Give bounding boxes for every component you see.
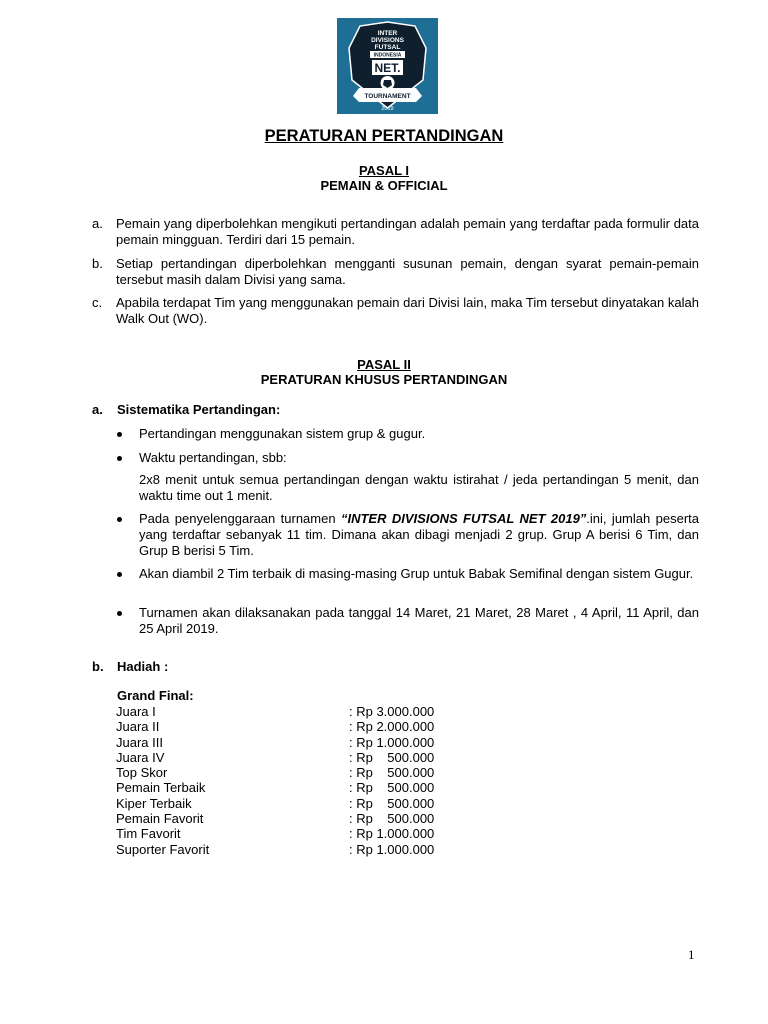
table-row [116, 719, 434, 734]
bullet-icon [117, 572, 122, 577]
bullet-item [115, 426, 699, 442]
prize-table [116, 704, 434, 857]
pasal-2-number: PASAL II [357, 357, 411, 372]
table-row [116, 796, 434, 811]
pasal-1-heading [0, 163, 768, 193]
list-item-text: Pemain yang diperbolehkan mengikuti pertandingan adalah pemain yang terdaftar pada formulir data pemain mingguan. Terdiri dari 15 pemain. [116, 216, 699, 247]
section-title: Hadiah : [117, 659, 169, 674]
bullet-item [115, 605, 699, 637]
prize-name: Pemain Favorit [116, 811, 204, 827]
svg-text:TOURNAMENT: TOURNAMENT [364, 93, 411, 100]
list-marker: b. [92, 256, 103, 271]
bullet-icon [117, 517, 122, 522]
pasal-2-heading [0, 357, 768, 387]
svg-text:FUTSAL: FUTSAL [374, 44, 401, 51]
bullet-text: Waktu pertandingan, sbb: [139, 450, 287, 465]
list-marker: a. [92, 216, 103, 231]
match-duration-detail: 2x8 menit untuk semua pertandingan dengan waktu istirahat / jeda pertandingan 5 menit, dan waktu time out 1 menit. [139, 472, 699, 503]
prize-amount: : Rp 500.000 [349, 811, 435, 827]
prize-amount: : Rp 500.000 [349, 765, 435, 781]
prize-amount: : Rp 3.000.000 [349, 704, 435, 719]
svg-text:INTER: INTER [377, 30, 398, 37]
bullet-icon [117, 611, 122, 616]
section-marker: a. [92, 402, 103, 417]
prize-amount: : Rp 500.000 [349, 780, 435, 796]
list-item-text: Apabila terdapat Tim yang menggunakan pemain dari Divisi lain, maka Tim tersebut dinyatakan kalah Walk Out (WO). [116, 295, 699, 326]
prize-name: Top Skor [116, 765, 168, 781]
section-b-heading [92, 659, 168, 675]
list-item-text: Setiap pertandingan diperbolehkan mengganti susunan pemain, dengan syarat pemain-pemain tersebut masih dalam Divisi yang sama. [116, 256, 699, 287]
pasal-1-number: PASAL I [358, 163, 410, 178]
svg-text:NET.: NET. [374, 61, 401, 75]
pasal-1-subtitle: PEMAIN & OFFICIAL [320, 178, 448, 193]
prize-name: Kiper Terbaik [116, 795, 192, 811]
bullet-item [115, 566, 699, 582]
grand-final-heading: Grand Final: [117, 688, 194, 703]
bullet-text: Akan diambil 2 Tim terbaik di masing-masing Grup untuk Babak Semifinal dengan sistem Gugur. [139, 566, 694, 581]
list-item [92, 216, 699, 248]
bullet-item [115, 511, 699, 559]
tournament-name: “INTER DIVISIONS FUTSAL NET 2019” [340, 511, 587, 526]
section-title: Sistematika Pertandingan: [117, 402, 281, 417]
prize-amount: : Rp 500.000 [349, 749, 435, 765]
svg-text:DIVISIONS: DIVISIONS [371, 37, 404, 44]
prize-name: Juara II [116, 719, 160, 735]
bullet-icon [117, 456, 122, 461]
bullet-text: Turnamen akan dilaksanakan pada tanggal 14 Maret, 21 Maret, 28 Maret , 4 April, 11 April, dan 25 April 2019. [139, 605, 699, 636]
list-item [92, 295, 699, 327]
prize-name: Juara I [116, 704, 156, 719]
prize-name: Suporter Favorit [116, 841, 210, 857]
section-marker: b. [92, 659, 104, 674]
prize-amount: : Rp 2.000.000 [349, 719, 435, 735]
bullet-icon [117, 432, 122, 437]
svg-text:INDONESIA: INDONESIA [373, 52, 402, 59]
prize-name: Juara III [116, 734, 163, 750]
pasal-2-subtitle: PERATURAN KHUSUS PERTANDINGAN [260, 372, 508, 387]
prize-name: Tim Favorit [116, 826, 181, 842]
document-title: PERATURAN PERTANDINGAN [264, 127, 504, 145]
table-row [116, 811, 434, 826]
table-row [116, 704, 434, 719]
table-row [116, 842, 434, 857]
section-a-heading [92, 402, 280, 418]
bullet-text: Pada penyelenggaraan turnamen “INTER DIVISIONS FUTSAL NET 2019”.ini, jumlah peserta yang terdaftar sebanyak 11 tim. Dimana akan dibagi menjadi 2 grup. Grup A berisi 6 Tim, dan Grup B berisi 5 Tim. [139, 511, 699, 558]
list-marker: c. [92, 295, 103, 310]
page-number: 1 [688, 947, 695, 962]
tournament-logo [337, 18, 438, 114]
table-row [116, 826, 434, 841]
bullet-text: Pertandingan menggunakan sistem grup & gugur. [139, 426, 426, 441]
svg-text:2019: 2019 [381, 106, 394, 112]
prize-name: Juara IV [116, 749, 165, 765]
table-row [116, 780, 434, 795]
table-row [116, 735, 434, 750]
table-row [116, 765, 434, 780]
prize-amount: : Rp 1.000.000 [349, 734, 435, 750]
bullet-item [115, 450, 699, 466]
prize-amount: : Rp 1.000.000 [349, 826, 435, 842]
prize-amount: : Rp 500.000 [349, 795, 435, 811]
list-item [92, 256, 699, 288]
prize-name: Pemain Terbaik [116, 780, 206, 796]
prize-amount: : Rp 1.000.000 [349, 841, 435, 857]
table-row [116, 750, 434, 765]
